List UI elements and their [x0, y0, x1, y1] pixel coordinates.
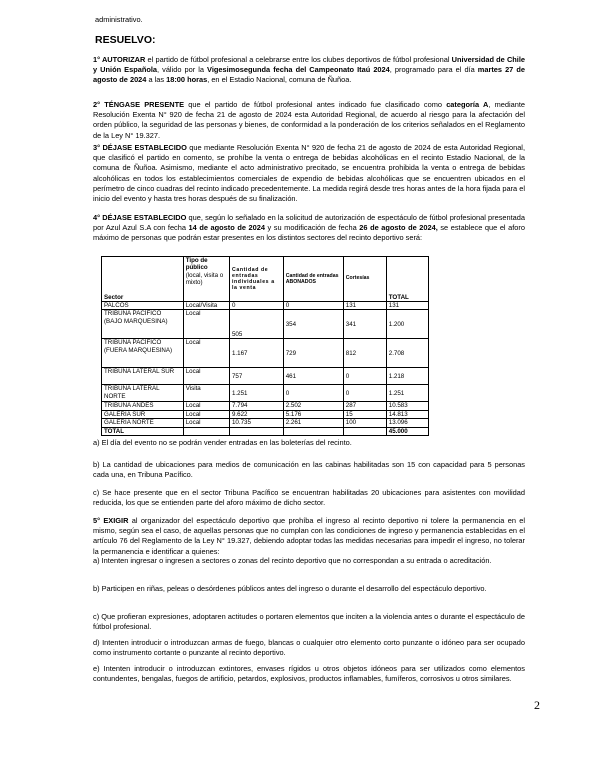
- cell-tipo: Local: [183, 310, 229, 339]
- note-c: c) Se hace presente que en el sector Tribuna Pacífico se encuentran habilitadas 20 ubicaciones para asistentes con movilidad reducida, los que se entienden parte del aforo máximo de dicho sector.: [93, 488, 525, 508]
- cell-tipo: Local: [183, 368, 229, 385]
- item-5d: d) Intenten introducir o introduzcan armas de fuego, blancas o cualquier otro elemento corto punzante o idóneo para ser ocupado como instrumento cortante o punzante al recinto deportivo.: [93, 638, 525, 658]
- paragraph-2: 2° TÉNGASE PRESENTE que el partido de fútbol profesional antes indicado fue clasificado como categoría A, mediante Resolución Exenta N° 920 de fecha 21 de agosto de 2024 esta Autoridad Regional, de acuerdo al riesgo para la afectación del orden público, la seguridad de las personas y bienes, de conformidad a la ponderación de los criterios señalados en el Reglamento de la Ley N° 19.327.: [93, 100, 525, 140]
- cell-generales: 757: [229, 368, 283, 385]
- cell-total: 10.583: [386, 402, 428, 410]
- cell-generales: 9.622: [229, 410, 283, 418]
- cell-generales: 1.167: [229, 339, 283, 368]
- cell-generales: 10.735: [229, 419, 283, 427]
- cell-cortesias: 0: [343, 385, 386, 402]
- table-row: [102, 302, 429, 310]
- cell-sector: TRIBUNA PACÍFICO (FUERA MARQUESINA): [102, 339, 184, 368]
- cell-total: 1.218: [386, 368, 428, 385]
- preceding-text: administrativo.: [95, 15, 143, 24]
- header-abonados: Cantidad de entradas ABONADOS: [283, 257, 343, 302]
- note-a: a) El día del evento no se podrán vender entradas en las boleterías del recinto.: [93, 438, 352, 447]
- item-5b: b) Participen en riñas, peleas o desórdenes públicos antes del ingreso o durante el desarrollo del espectáculo deportivo.: [93, 584, 487, 593]
- cell-cortesias: 287: [343, 402, 386, 410]
- cell-sector: GALERIA NORTE: [102, 419, 184, 427]
- table-row: [102, 402, 429, 410]
- page-number: 2: [534, 698, 540, 712]
- table-row: [102, 385, 429, 402]
- cell-abonados: 0: [283, 302, 343, 310]
- item-5a: a) Intenten ingresar o ingresen a sectores o zonas del recinto deportivo que no correspondan a su entrada o acreditación.: [93, 556, 492, 565]
- cell-cortesias: 0: [343, 368, 386, 385]
- paragraph-5: 5° EXIGIR al organizador del espectáculo deportivo que prohíba el ingreso al recinto deportivo ni tolere la permanencia en el mismo, según sea el caso, de aquellas personas que no cumplan con las condiciones de ingreso y permanencia establecidas en el artículo 76 del Reglamento de la Ley N° 19.327, debiendo adoptar todas las medidas necesarias para impedir el ingreso, no tolerar la permanencia e identificar a quienes:: [93, 516, 526, 556]
- cell-total: 2.708: [386, 339, 428, 368]
- cell-generales: 0: [229, 302, 283, 310]
- paragraph-4: 4° DÉJASE ESTABLECIDO que, según lo señalado en la solicitud de autorización de espectáculo de fútbol profesional presentada por Azul Azul S.A con fecha 14 de agosto de 2024 y su modificación de fecha 26 de agosto de 2024, se establece que el aforo máximo de personas que podrán estar presentes en los distintos sectores del recinto deportivo será:: [93, 213, 525, 243]
- cell-total: 131: [386, 302, 428, 310]
- cell-generales: 505: [229, 310, 283, 339]
- capacity-table: [101, 256, 429, 436]
- cell-abonados: 729: [283, 339, 343, 368]
- cell-abonados: 5.176: [283, 410, 343, 418]
- cell-sector: TRIBUNA ANDES: [102, 402, 184, 410]
- cell-abonados: 461: [283, 368, 343, 385]
- header-sector: Sector: [102, 257, 184, 302]
- table-row: [102, 339, 429, 368]
- cell-tipo: Local: [183, 402, 229, 410]
- header-generales: Cantidad de entradas individuales a la venta: [229, 257, 283, 302]
- paragraph-1: 1° AUTORIZAR el partido de fútbol profesional a celebrarse entre los clubes deportivos de fútbol profesional Universidad de Chile y Unión Española, válido por la Vigesimosegunda fecha del Campeonato Itaú 2024, programado para el día martes 27 de agosto de 2024 a las 18:00 horas, en el Estadio Nacional, comuna de Ñuñoa.: [93, 55, 526, 85]
- item-5e: e) Intenten introducir o introduzcan extintores, envases rígidos u otros objetos idóneos para ser utilizados como elementos contundentes, bengalas, fuegos de artificio, petardos, explosivos, productos inflamables, fumíferos, corrosivos u otros similares.: [93, 664, 525, 684]
- table-total-row: [102, 427, 429, 435]
- table-row: [102, 419, 429, 427]
- cell-total-label: TOTAL: [102, 427, 184, 435]
- paragraph-3: 3° DÉJASE ESTABLECIDO que mediante Resolución Exenta N° 920 de fecha 21 de agosto de 2024 de esta Autoridad Regional, que clasificó el partido en comento, se prohíbe la venta o entrega de bebidas alcohólicas en el recinto Estadio Nacional, de la comuna de Ñuñoa. Asimismo, mediante el acto administrativo precitado, se encuentra prohibida la venta o entrega de bebidas alcohólicas en todos los establecimientos comerciales de expendio de bebidas alcohólicas que se encuentren ubicados en el perímetro de cinco cuadras del recinto indicado precedentemente. La medida regirá desde tres horas antes de la hora fijada para el inicio del evento y hasta tres horas después de su finalización.: [93, 143, 526, 204]
- cell-generales: 1.251: [229, 385, 283, 402]
- cell-total: 13.096: [386, 419, 428, 427]
- cell-tipo: Local: [183, 419, 229, 427]
- cell-sector: GALERIA SUR: [102, 410, 184, 418]
- table-row: [102, 310, 429, 339]
- cell-cortesias: 100: [343, 419, 386, 427]
- cell-abonados: 354: [283, 310, 343, 339]
- resolution-heading: RESUELVO:: [95, 34, 156, 46]
- cell-abonados: 2.261: [283, 419, 343, 427]
- cell-abonados: 2.502: [283, 402, 343, 410]
- note-b: b) La cantidad de ubicaciones para medios de comunicación en las cabinas habilitadas son 15 con capacidad para 5 personas cada una, en Tribuna Pacífico.: [93, 460, 525, 480]
- header-cortesias: Cortesías: [343, 257, 386, 302]
- table-row: [102, 368, 429, 385]
- cell-tipo: Visita: [183, 385, 229, 402]
- table-header-row: [102, 257, 429, 302]
- cell-sector: TRIBUNA LATERAL SUR: [102, 368, 184, 385]
- cell-tipo: Local: [183, 410, 229, 418]
- cell-total: 14.813: [386, 410, 428, 418]
- cell-total-value: 45.000: [386, 427, 428, 435]
- cell-sector: PALCOS: [102, 302, 184, 310]
- header-total: TOTAL: [386, 257, 428, 302]
- header-tipo: Tipo de público (local, visita o mixto): [183, 257, 229, 302]
- cell-abonados: 0: [283, 385, 343, 402]
- item-5c: c) Que profieran expresiones, adoptaren actitudes o portaren elementos que inciten a la violencia antes o durante el espectáculo de fútbol profesional.: [93, 612, 525, 632]
- cell-generales: 7.794: [229, 402, 283, 410]
- table-row: [102, 410, 429, 418]
- cell-cortesias: 15: [343, 410, 386, 418]
- cell-total: 1.251: [386, 385, 428, 402]
- cell-sector: TRIBUNA PACÍFICO (BAJO MARQUESINA): [102, 310, 184, 339]
- cell-tipo: Local: [183, 339, 229, 368]
- cell-cortesias: 131: [343, 302, 386, 310]
- cell-cortesias: 341: [343, 310, 386, 339]
- cell-cortesias: 812: [343, 339, 386, 368]
- cell-tipo: Local/Visita: [183, 302, 229, 310]
- cell-total: 1.200: [386, 310, 428, 339]
- cell-sector: TRIBUNA LATERAL NORTE: [102, 385, 184, 402]
